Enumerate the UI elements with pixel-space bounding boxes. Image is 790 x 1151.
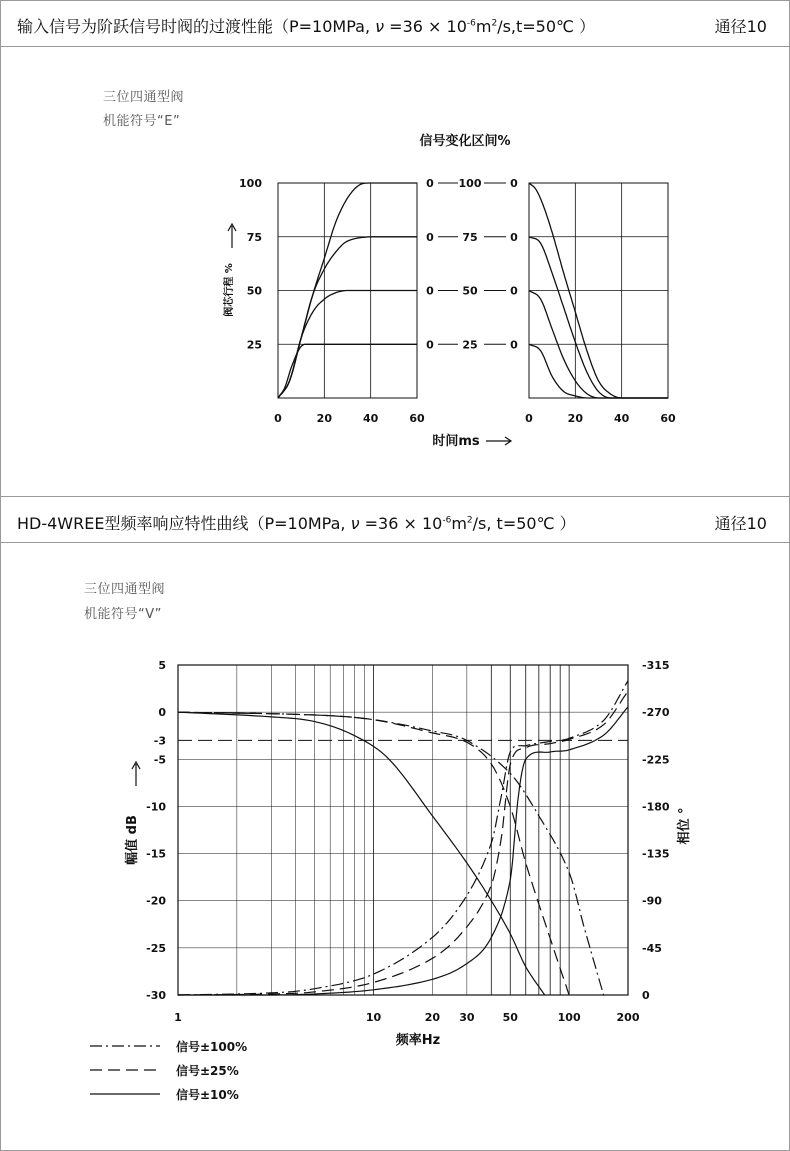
amplitude-tick-label: -5 (153, 753, 166, 767)
signal-from-value: 0 (426, 177, 434, 190)
x-tick-label: 20 (316, 412, 332, 425)
signal-to-value: 75 (462, 230, 478, 244)
step-rise-curve (278, 344, 417, 398)
signal-to-value: 100 (458, 177, 482, 190)
freq-tick-label: 100 (557, 1011, 581, 1024)
phase-tick-label: -90 (642, 894, 662, 908)
legend-label: 信号±100% (176, 1040, 248, 1054)
y-tick-label: 25 (246, 338, 262, 352)
nominal-size-label: 通径10 (714, 17, 767, 36)
symbol-label: 机能符号“V” (84, 607, 162, 622)
amplitude-tick-label: 0 (158, 706, 166, 720)
signal-end-value: 0 (510, 284, 518, 298)
freq-tick-label: 20 (424, 1011, 441, 1024)
phase-tick-label: 0 (642, 989, 650, 1002)
phase-tick-label: -225 (642, 753, 670, 767)
step-fall-curve (529, 344, 668, 398)
symbol-label: 机能符号“E” (103, 114, 181, 129)
amplitude-tick-label: 5 (158, 659, 166, 672)
x-tick-label: 60 (409, 412, 425, 425)
section-title: 输入信号为阶跃信号时阀的过渡性能（P=10MPa, $\nu =36 \times 10^{-6}m^2/s,t=50℃$ ） (17, 17, 596, 36)
amplitude-tick-label: -15 (146, 847, 166, 861)
freq-axis-label: 频率Hz (395, 1033, 441, 1048)
x-tick-label: 60 (660, 412, 676, 425)
phase-axis-label: 相位 ° (677, 807, 692, 845)
y-tick-label: 75 (246, 230, 262, 244)
amplitude-tick-label: -10 (146, 800, 166, 814)
phase-tick-label: -135 (642, 847, 670, 861)
legend-label: 信号±25% (176, 1064, 239, 1078)
freq-tick-label: 1 (174, 1011, 182, 1024)
axis-arrow-icon (228, 224, 236, 248)
step-rise-curve (278, 237, 417, 398)
section-title: HD-4WREE型频率响应特性曲线（P=10MPa, $\nu =36 \times 10^{-6}m^2/s$, t=50℃ ） (17, 514, 576, 533)
x-tick-label: 0 (525, 412, 533, 425)
freq-tick-label: 10 (365, 1011, 382, 1024)
x-tick-label: 20 (567, 412, 583, 425)
amplitude-tick-label: -3 (153, 734, 166, 748)
nominal-size-label: 通径10 (714, 514, 767, 533)
y-tick-label: 100 (239, 177, 262, 190)
x-tick-label: 0 (274, 412, 282, 425)
signal-to-value: 25 (462, 338, 478, 352)
signal-from-value: 0 (426, 338, 434, 352)
amplitude-tick-label: -30 (146, 989, 166, 1002)
phase-tick-label: -315 (642, 659, 670, 672)
x-tick-label: 40 (614, 412, 630, 425)
step-fall-curve (529, 237, 668, 398)
signal-range-label: 信号变化区间% (419, 134, 511, 149)
signal-from-value: 0 (426, 230, 434, 244)
phase-tick-label: -180 (642, 800, 670, 814)
freq-tick-label: 30 (459, 1011, 475, 1024)
freq-tick-label: 200 (616, 1011, 640, 1024)
axis-arrow-icon (132, 762, 140, 786)
signal-end-value: 0 (510, 338, 518, 352)
signal-end-value: 0 (510, 177, 518, 190)
x-axis-label: 时间ms (432, 434, 480, 449)
amplitude-tick-label: -20 (146, 894, 166, 908)
signal-to-value: 50 (462, 284, 478, 298)
signal-end-value: 0 (510, 230, 518, 244)
axis-arrow-icon (486, 437, 511, 445)
y-axis-label: 阀芯行程 % (224, 263, 235, 317)
signal-from-value: 0 (426, 284, 434, 298)
phase-tick-label: -270 (642, 706, 670, 720)
amplitude-tick-label: -25 (146, 941, 166, 955)
valve-type-label: 三位四通型阀 (103, 90, 185, 105)
x-tick-label: 40 (363, 412, 379, 425)
y-tick-label: 50 (246, 284, 262, 298)
legend-label: 信号±10% (176, 1088, 239, 1102)
valve-type-label: 三位四通型阀 (84, 582, 166, 597)
freq-tick-label: 50 (502, 1011, 518, 1024)
amplitude-axis-label: 幅值 dB (125, 815, 140, 865)
phase-tick-label: -45 (642, 941, 662, 955)
